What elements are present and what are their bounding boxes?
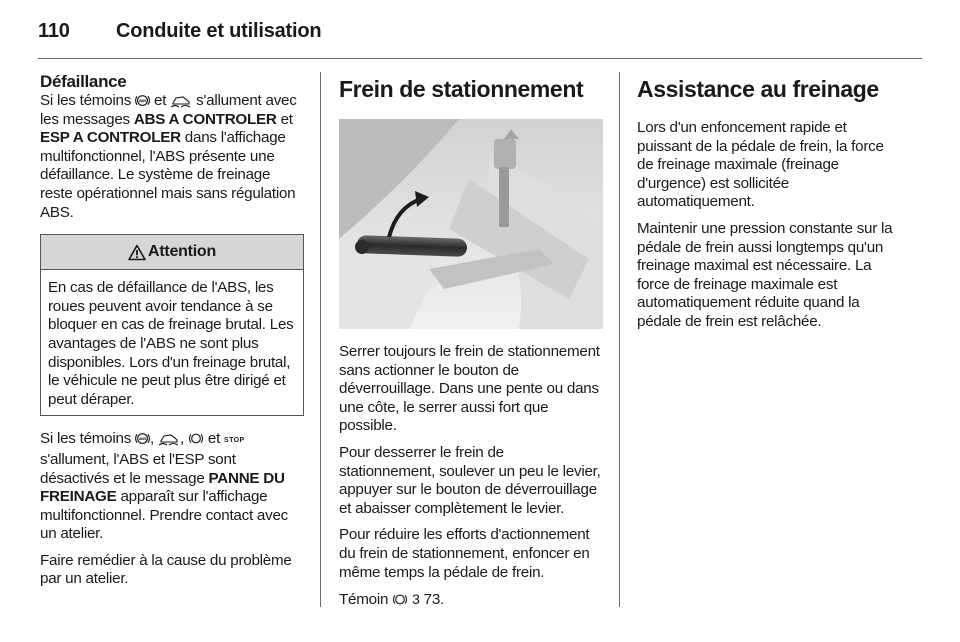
column-divider-left [320,72,321,607]
defaillance-paragraph: Si les témoins ABS et s'allument avec les messages ABS A CONTROLER et ESP A CONTROLER dans l'affichage multifonctionnel, l'ABS présente une défaillance. Le système de freinage reste opérationnel mais sans régulation ABS. [40,92,297,221]
attention-title: Attention [148,242,216,260]
parking-brake-release-paragraph: Pour desserrer le frein de stationnement, soulever un peu le levier, appuyer sur le bouton de déverrouillage et abaisser complètement le levier. [339,443,601,517]
middle-column [339,72,603,618]
heading-parking-brake: Frein de stationnement [339,76,584,102]
page-header [38,14,922,48]
brake-assist-paragraph-1: Lors d'un enfoncement rapide et puissant de la pédale de frein, la force de freinage maximale (freinage d'urgence) est sollicitée automatiquement. [637,119,884,211]
brake-warning-icon [392,592,408,607]
message-esp: ESP A CONTROLER [40,129,181,147]
page-title: Conduite et utilisation [116,19,322,42]
attention-box [40,234,304,416]
page-reference-link[interactable]: 73. [419,591,444,609]
attention-header [41,235,303,270]
parking-brake-photo [339,119,603,329]
esp-warning-icon [170,93,192,108]
heading-brake-assist: Assistance au freinage [637,76,879,102]
abs-warning-icon [135,431,150,446]
abs-warning-icon [135,93,150,108]
page-reference-arrow-icon[interactable]: 3 [412,591,420,608]
attention-text: En cas de défaillance de l'ABS, les roues peuvent avoir tendance à se bloquer en cas de freinage brutal. Les avantages de l'ABS ne sont plus disponibles. Lors d'un freinage brutal, le véhicule ne peut plus être dirigé et peut déraper. [48,279,294,408]
parking-brake-indicator-reference: Témoin 3 73. [339,591,444,609]
brake-failure-paragraph: Si les témoins ABS , , et STOP s'allument, l'ABS et l'ESP sont désactivés et le message PANNE DU FREINAGE apparaît sur l'affichage multifonctionnel. Prendre contact avec un atelier. [40,430,288,543]
esp-warning-icon [158,431,180,446]
svg-text:ABS: ABS [138,98,147,103]
repair-paragraph: Faire remédier à la cause du problème par un atelier. [40,551,292,588]
parking-brake-apply-paragraph: Serrer toujours le frein de stationnement sans actionner le bouton de déverrouillage. Dans une pente ou dans une côte, le serrer aussi fort que possible. [339,343,600,435]
column-divider-right [619,72,620,607]
page-number: 110 [38,19,70,42]
parking-brake-effort-paragraph: Pour réduire les efforts d'actionnement du frein de stationnement, enfoncer en même temps la pédale de frein. [339,526,590,581]
right-column [637,72,903,340]
svg-text:ABS: ABS [138,436,147,442]
brake-assist-paragraph-2: Maintenir une pression constante sur la pédale de frein aussi longtemps qu'un freinage maximal est nécessaire. La force de freinage maximale est automatiquement réduite quand la pédale de frein est relâchée. [637,219,893,330]
subhead-defaillance: Défaillance [40,72,127,91]
message-brake-failure: PANNE DU FREINAGE [40,469,285,506]
left-column [40,72,304,597]
stop-icon: STOP [224,437,245,445]
warning-triangle-icon [128,244,146,261]
message-abs: ABS A CONTROLER [133,110,277,128]
brake-warning-icon [188,431,204,446]
header-rule [38,58,922,59]
